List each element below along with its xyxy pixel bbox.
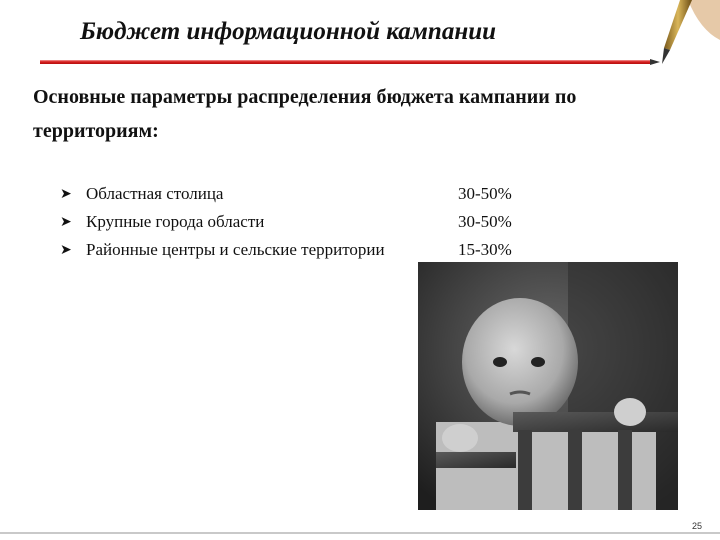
divider-tip xyxy=(650,59,660,65)
footer-line xyxy=(0,532,720,534)
list-item xyxy=(60,180,580,208)
slide-title: Бюджет информационной кампании xyxy=(80,18,497,45)
item-value: 30-50% xyxy=(458,184,512,203)
slide-number: 25 xyxy=(691,521,702,531)
arrow-bullet-icon: ➤ xyxy=(60,186,72,202)
item-label: Крупные города области xyxy=(86,212,265,231)
arrow-bullet-icon: ➤ xyxy=(60,242,72,258)
item-label: Районные центры и сельские территории xyxy=(86,240,385,259)
item-value: 30-50% xyxy=(458,212,512,231)
budget-list xyxy=(60,180,580,264)
title-divider xyxy=(40,60,652,64)
slide-subtitle: Основные параметры распределения бюджета кампании по территориям: xyxy=(33,86,577,142)
arrow-bullet-icon: ➤ xyxy=(60,214,72,230)
list-item xyxy=(60,208,580,236)
item-label: Областная столица xyxy=(86,184,224,203)
list-item xyxy=(60,236,580,264)
child-photo xyxy=(418,262,678,510)
item-value: 15-30% xyxy=(458,240,512,259)
